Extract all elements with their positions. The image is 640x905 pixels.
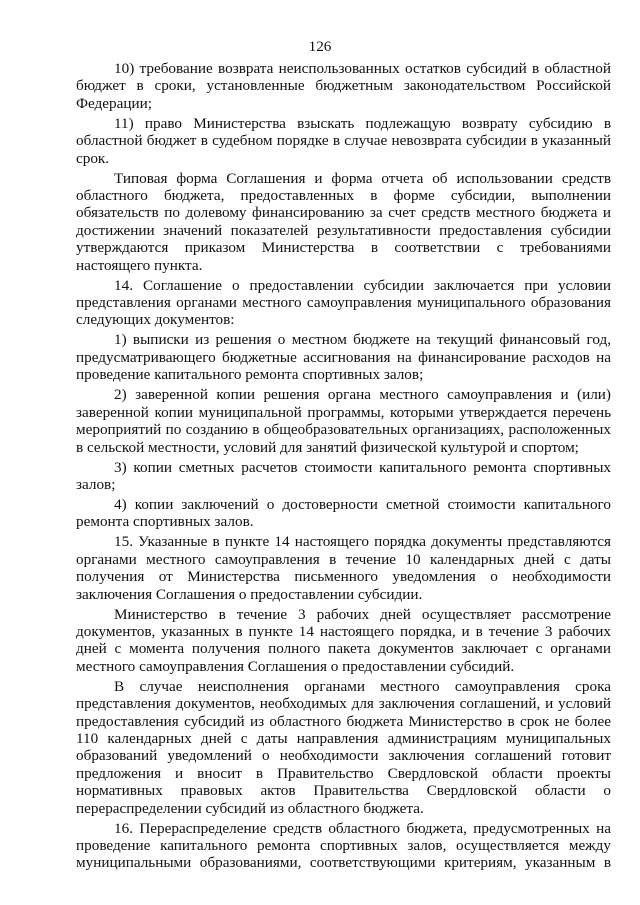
paragraph-item-11: 11) право Министерства взыскать подлежащую возврату субсидию в областной бюджет в судебном порядке в случае невозврата субсидии в указанный срок. — [76, 114, 611, 167]
paragraph-14-item-4: 4) копии заключений о достоверности сметной стоимости капитального ремонта спортивных залов. — [76, 495, 611, 531]
paragraph-14-item-3: 3) копии сметных расчетов стоимости капитального ремонта спортивных залов; — [76, 458, 611, 493]
paragraph-item-10: 10) требование возврата неиспользованных остатков субсидий в областной бюджет в сроки, установленные бюджетным законодательством Российской Федерации; — [76, 60, 611, 112]
paragraph-14-item-2: 2) заверенной копии решения органа местного самоуправления и (или) заверенной копии муниципальной программы, которыми утверждается перечень мероприятий по созданию в общеобразовательных организациях, расположенных в сельской местности, условий для занятий физической культурой и спортом; — [76, 386, 611, 456]
paragraph-ministry-review: Министерство в течение 3 рабочих дней осуществляет рассмотрение документов, указанных в пункте 14 настоящего порядка, и в течение 3 рабочих дней с момента получения полного пакета документов заключает с органами местного самоуправления Соглашения о предоставлении субсидий. — [76, 605, 611, 675]
document-body — [76, 60, 611, 874]
paragraph-15: 15. Указанные в пункте 14 настоящего порядка документы представляются органами местного самоуправления в течение 10 календарных дней с даты получения от Министерства письменного уведомления о необходимости заключения Соглашения о предоставлении субсидии. — [76, 533, 611, 603]
paragraph-14: 14. Соглашение о предоставлении субсидии заключается при условии представления органами местного самоуправления муниципального образования следующих документов: — [76, 276, 611, 329]
paragraph-non-fulfillment: В случае неисполнения органами местного самоуправления срока представления документов, необходимых для заключения соглашений, и условий предоставления субсидий из областного бюджета Министерство в срок не более 110 календарных дней с даты направления администрациям муниципальных образований уведомлений о необходимости заключения соглашений готовит предложения и вносит в Правительство Свердловской области проекты нормативных правовых актов Правительства Свердловской области о перераспределении субсидий из областного бюджета. — [76, 677, 611, 817]
paragraph-14-item-1: 1) выписки из решения о местном бюджете на текущий финансовый год, предусматривающего бюджетные ассигнования на финансирование расходов на проведение капитального ремонта спортивных залов; — [76, 331, 611, 384]
page-number: 126 — [308, 38, 332, 55]
paragraph-typical-form: Типовая форма Соглашения и форма отчета об использовании средств областного бюджета, предоставленных в форме субсидии, выполнении обязательств по долевому финансированию за счет средств местного бюджета и достижении значений показателей результативности предоставления субсидии утверждаются приказом Министерства в соответствии с требованиями настоящего пункта. — [76, 169, 611, 274]
paragraph-16: 16. Перераспределение средств областного бюджета, предусмотренных на проведение капитального ремонта спортивных залов, осуществляется между муниципальными образованиями, соответствующими критериям, указанным в — [76, 819, 611, 872]
